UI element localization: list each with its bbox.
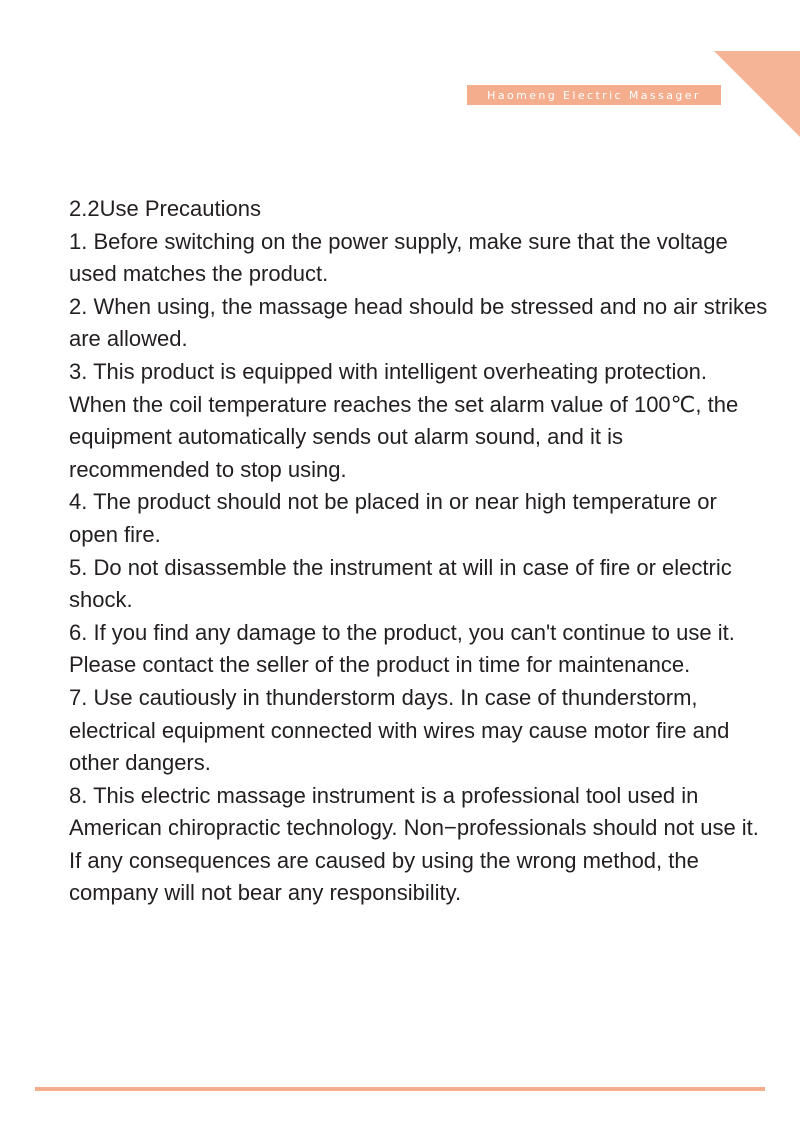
precaution-item-6: 6. If you find any damage to the product, you can't continue to use it. Please contact the seller of the product in time for maintenance. — [69, 619, 735, 678]
precaution-item-7: 7. Use cautiously in thunderstorm days. In case of thunderstorm, electrical equipment connected with wires may cause motor fire and other dangers. — [69, 684, 730, 776]
precaution-item-4: 4. The product should not be placed in or near high temperature or open fire. — [69, 489, 717, 547]
section-title: 2.2Use Precautions — [69, 196, 261, 221]
corner-decoration — [714, 51, 800, 137]
header-banner — [467, 85, 721, 105]
brand-label: Haomeng Electric Massager — [487, 88, 701, 102]
precaution-item-2: 2. When using, the massage head should be stressed and no air strikes are allowed. — [69, 293, 768, 352]
precaution-item-1: 1. Before switching on the power supply, make sure that the voltage used matches the product. — [69, 228, 728, 287]
precaution-item-3: 3. This product is equipped with intelligent overheating protection. When the coil temperature reaches the set alarm value of 100℃, the equipment automatically sends out alarm sound, and it is recommended to stop using. — [69, 358, 739, 482]
footer-divider — [35, 1087, 765, 1091]
precaution-item-5: 5. Do not disassemble the instrument at will in case of fire or electric shock. — [69, 554, 732, 613]
precaution-item-8: 8. This electric massage instrument is a professional tool used in American chiropractic technology. Non−professionals should not use it. If any consequences are caused by using the wrong method, the company will not bear any responsibility. — [69, 782, 759, 906]
precautions-section — [69, 193, 769, 910]
